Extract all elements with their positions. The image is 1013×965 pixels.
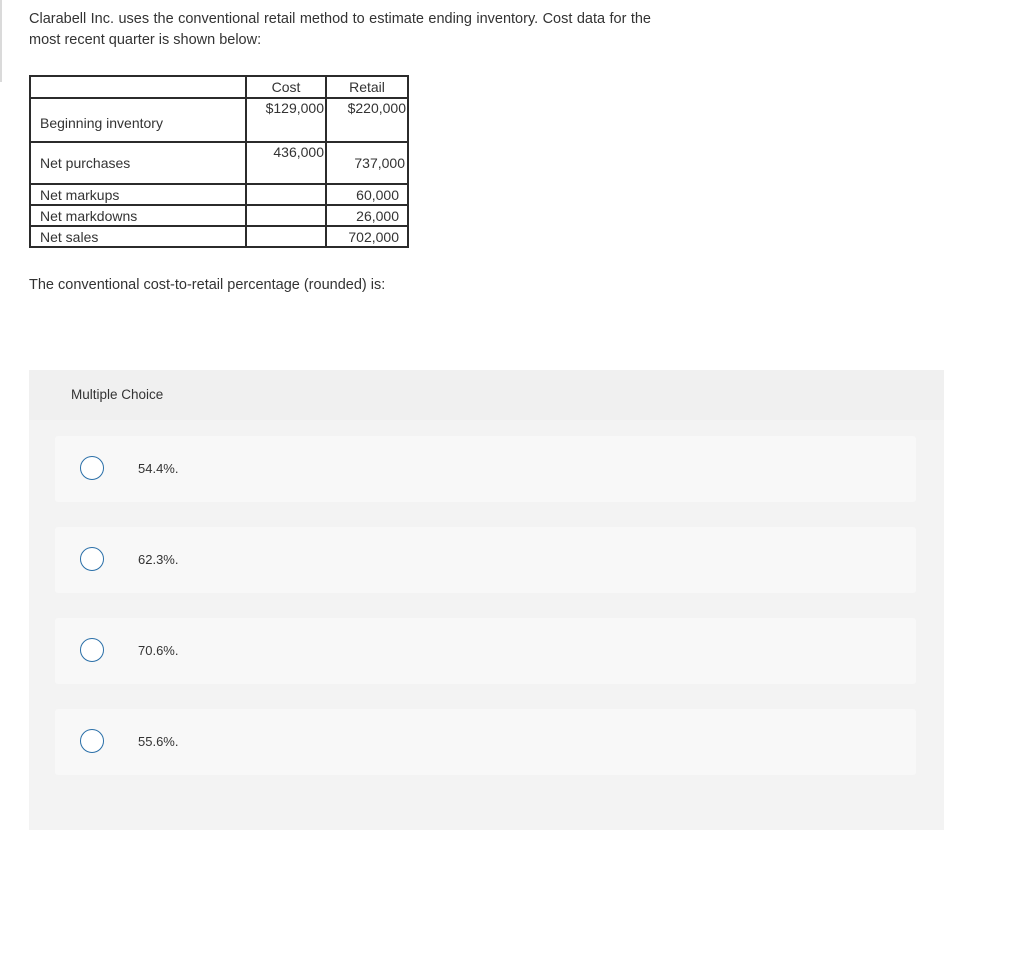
answer-option[interactable] [55,436,916,502]
answer-option-label: 54.4%. [138,461,179,476]
retail-value: 737,000 [326,142,408,184]
cost-value [246,184,326,205]
answer-option[interactable] [55,618,916,684]
radio-button-icon[interactable] [80,638,104,662]
cost-value: $129,000 [246,98,326,142]
cost-value [246,205,326,226]
multiple-choice-header [29,370,944,420]
row-label: Net purchases [30,142,246,184]
row-label: Beginning inventory [30,98,246,142]
retail-column-header: Retail [326,76,408,98]
answer-option[interactable] [55,527,916,593]
multiple-choice-title: Multiple Choice [71,387,164,402]
row-label: Net markdowns [30,205,246,226]
table-header-row [30,76,408,98]
answer-option-label: 55.6%. [138,734,179,749]
cost-value [246,226,326,247]
table-row [30,184,408,205]
header-blank-cell [30,76,246,98]
table-row [30,142,408,184]
table-row [30,98,408,142]
inventory-data-table [29,75,409,248]
answer-option-label: 70.6%. [138,643,179,658]
retail-value: 702,000 [326,226,408,247]
answer-option-label: 62.3%. [138,552,179,567]
radio-button-icon[interactable] [80,547,104,571]
table-row [30,205,408,226]
multiple-choice-panel [29,370,944,830]
table-row [30,226,408,247]
cost-value: 436,000 [246,142,326,184]
retail-value: 60,000 [326,184,408,205]
retail-value: $220,000 [326,98,408,142]
question-prompt: The conventional cost-to-retail percentage (rounded) is: [29,277,386,293]
answer-option[interactable] [55,709,916,775]
radio-button-icon[interactable] [80,456,104,480]
radio-button-icon[interactable] [80,729,104,753]
cost-column-header: Cost [246,76,326,98]
row-label: Net sales [30,226,246,247]
left-accent-bar [0,0,2,82]
row-label: Net markups [30,184,246,205]
question-text: Clarabell Inc. uses the conventional retail method to estimate ending inventory. Cost data for the most recent quarter is shown below: [29,11,651,48]
retail-value: 26,000 [326,205,408,226]
